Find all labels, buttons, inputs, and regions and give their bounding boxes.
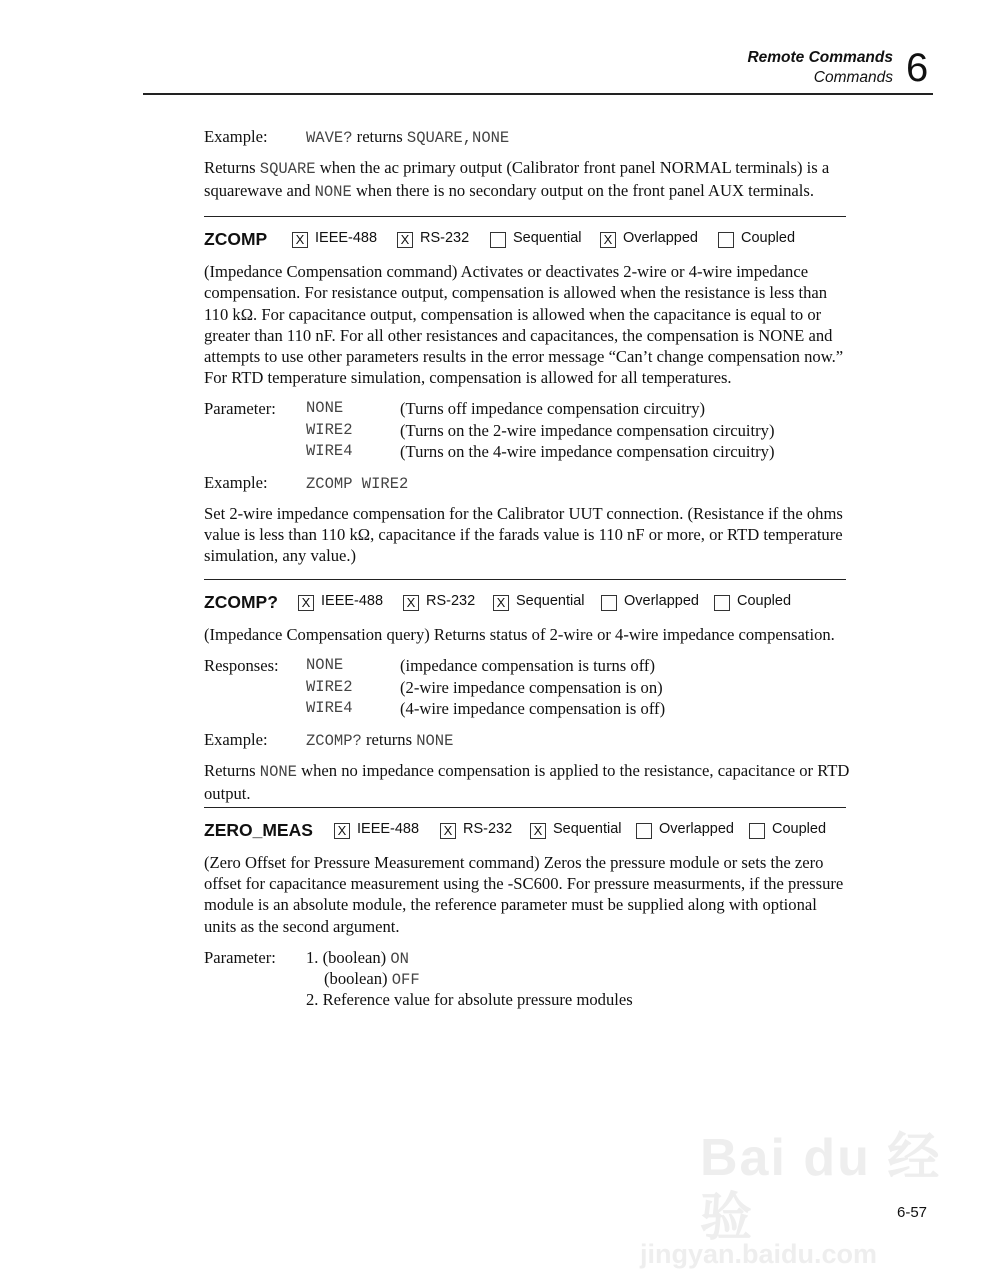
section-rule bbox=[204, 216, 846, 218]
parameter-description: (Turns on the 4-wire impedance compensation circuitry) bbox=[400, 441, 775, 461]
text-run: when there is no secondary output on the front panel AUX terminals. bbox=[351, 181, 815, 201]
checkbox-label: RS-232 bbox=[426, 593, 476, 610]
text-run: Returns bbox=[204, 761, 260, 781]
checkbox-sequential bbox=[490, 232, 506, 248]
checkbox-ieee-488: X bbox=[334, 823, 350, 839]
chapter-number: 6 bbox=[906, 46, 929, 90]
text-run: (boolean) bbox=[324, 969, 392, 989]
checkbox-label: IEEE-488 bbox=[357, 821, 420, 838]
parameter-code: WIRE2 bbox=[306, 420, 353, 439]
parameter-row bbox=[204, 420, 852, 441]
example-value bbox=[306, 126, 509, 149]
zcomp-note bbox=[204, 503, 852, 567]
text-run: (Impedance Compensation command) Activates or deactivates 2-wire or 4-wire impedance compensation. For resistance output, compensation is allowed when the resistance is less than 110 kΩ. For capacitance output, compensation is allowed when the capacitance is equal to or greater than 110 nF. For all other resistances and capacitances, the compensation is NONE and attempts to use other parameters results in the error message “Can’t change compensation now.” For RTD temperature simulation, compensation is allowed for all temperatures. bbox=[204, 262, 844, 388]
command-header-zero-meas bbox=[204, 820, 852, 842]
zcomp-query-example bbox=[204, 729, 852, 750]
checkbox-ieee-488: X bbox=[292, 232, 308, 248]
parameter-label: Parameter: bbox=[204, 399, 276, 419]
checkbox-label: Coupled bbox=[741, 230, 796, 247]
parameter-row bbox=[204, 655, 852, 676]
checkbox-overlapped bbox=[601, 595, 617, 611]
checkbox-label: Coupled bbox=[737, 593, 792, 610]
example-value bbox=[306, 472, 408, 495]
text-run: (Impedance Compensation query) Returns status of 2-wire or 4-wire impedance compensation. bbox=[204, 625, 835, 645]
parameter-line bbox=[306, 989, 633, 1010]
parameter-row bbox=[204, 947, 852, 968]
command-header-zcomp-query bbox=[204, 592, 852, 614]
running-header-section: Remote Commands bbox=[747, 49, 893, 66]
checkbox-rs-232: X bbox=[403, 595, 419, 611]
checkbox-coupled bbox=[714, 595, 730, 611]
parameter-code: WIRE4 bbox=[306, 698, 353, 717]
checkbox-label: Overlapped bbox=[623, 230, 698, 247]
code-text: SQUARE,NONE bbox=[406, 129, 510, 147]
parameter-row bbox=[204, 677, 852, 698]
checkbox-label: RS-232 bbox=[420, 230, 470, 247]
parameter-code: NONE bbox=[306, 399, 344, 418]
parameter-label: Responses: bbox=[204, 656, 279, 676]
checkbox-label: Overlapped bbox=[659, 821, 734, 838]
command-name: ZCOMP bbox=[204, 229, 268, 250]
checkbox-rs-232: X bbox=[440, 823, 456, 839]
text-run: Returns bbox=[204, 158, 260, 178]
baidu-watermark-url: jingyan.baidu.com bbox=[640, 1239, 878, 1269]
checkbox-sequential: X bbox=[530, 823, 546, 839]
code-text: ON bbox=[390, 949, 409, 968]
intro-example bbox=[204, 126, 852, 147]
header-rule bbox=[143, 93, 933, 95]
checkbox-label: IEEE-488 bbox=[315, 230, 378, 247]
code-text: NONE bbox=[416, 731, 454, 750]
parameter-row bbox=[204, 698, 852, 719]
text-run: when the ac primary output (Calibrator front panel NORMAL terminals) is a squarewave and bbox=[204, 158, 830, 201]
text-run: returns bbox=[361, 729, 417, 749]
checkbox-coupled bbox=[718, 232, 734, 248]
checkbox-coupled bbox=[749, 823, 765, 839]
zcomp-parameters bbox=[204, 398, 852, 462]
text-run: returns bbox=[352, 127, 407, 146]
parameter-description: (Turns on the 2-wire impedance compensation circuitry) bbox=[400, 420, 775, 440]
zcomp-query-responses bbox=[204, 655, 852, 719]
checkbox-sequential: X bbox=[493, 595, 509, 611]
baidu-watermark-logo: Bai du 经验 bbox=[700, 1129, 942, 1247]
parameter-row bbox=[204, 968, 852, 989]
checkbox-label: Overlapped bbox=[624, 593, 699, 610]
parameter-description: (2-wire impedance compensation is on) bbox=[400, 677, 663, 697]
parameter-code: WIRE2 bbox=[306, 677, 353, 696]
code-text: NONE bbox=[314, 183, 352, 202]
section-rule bbox=[204, 579, 846, 581]
running-header-subsection: Commands bbox=[813, 69, 893, 86]
text-run: 2. Reference value for absolute pressure modules bbox=[306, 990, 633, 1010]
code-text: WAVE? bbox=[306, 129, 353, 147]
checkbox-label: Coupled bbox=[772, 821, 827, 838]
text-run: Set 2-wire impedance compensation for the Calibrator UUT connection. (Resistance if the ohms value is less than 110 kΩ, capacitance if the farads value is 110 nF or more, or RTD temperature simulation, any value.) bbox=[204, 504, 843, 566]
checkbox-label: Sequential bbox=[513, 230, 582, 247]
zcomp-query-note bbox=[204, 760, 852, 804]
parameter-line bbox=[306, 947, 409, 970]
parameter-code: NONE bbox=[306, 656, 344, 675]
checkbox-ieee-488: X bbox=[298, 595, 314, 611]
zero-meas-description bbox=[204, 852, 852, 937]
parameter-label: Parameter: bbox=[204, 947, 276, 967]
command-name: ZCOMP? bbox=[204, 592, 278, 613]
parameter-row bbox=[204, 441, 852, 462]
code-text: ZCOMP? bbox=[306, 731, 362, 750]
text-run: when no impedance compensation is applied to the resistance, capacitance or RTD output. bbox=[204, 761, 850, 804]
intro-paragraph bbox=[204, 157, 852, 203]
zcomp-description bbox=[204, 261, 852, 388]
example-label: Example: bbox=[204, 127, 268, 146]
parameter-line bbox=[324, 968, 420, 991]
checkbox-overlapped: X bbox=[600, 232, 616, 248]
checkbox-label: IEEE-488 bbox=[321, 593, 384, 610]
zcomp-example bbox=[204, 472, 852, 493]
code-text: OFF bbox=[391, 971, 420, 990]
page-content bbox=[204, 126, 852, 1010]
code-text: NONE bbox=[259, 763, 297, 782]
text-run: (Zero Offset for Pressure Measurement command) Zeros the pressure module or sets the zero offset for capacitance measurement using the -SC600. For pressure measurments, if the pressure module is an absolute module, the reference parameter must be supplied along with optional units as the second argument. bbox=[204, 853, 844, 936]
checkbox-label: Sequential bbox=[553, 821, 622, 838]
zcomp-query-description bbox=[204, 624, 852, 645]
example-label: Example: bbox=[204, 729, 268, 749]
zero-meas-parameters bbox=[204, 947, 852, 1011]
command-name: ZERO_MEAS bbox=[204, 820, 313, 841]
command-header-zcomp bbox=[204, 229, 852, 251]
checkbox-label: Sequential bbox=[516, 593, 585, 610]
checkbox-overlapped bbox=[636, 823, 652, 839]
parameter-row bbox=[204, 398, 852, 419]
checkbox-rs-232: X bbox=[397, 232, 413, 248]
parameter-code: WIRE4 bbox=[306, 441, 353, 460]
text-run: 1. (boolean) bbox=[306, 947, 391, 967]
example-label: Example: bbox=[204, 472, 268, 492]
code-text: ZCOMP WIRE2 bbox=[306, 474, 409, 493]
example-value bbox=[306, 729, 453, 752]
parameter-description: (4-wire impedance compensation is off) bbox=[400, 698, 666, 718]
checkbox-label: RS-232 bbox=[463, 821, 513, 838]
page-number: 6-57 bbox=[897, 1204, 928, 1221]
parameter-description: (impedance compensation is turns off) bbox=[400, 656, 655, 676]
code-text: SQUARE bbox=[259, 160, 316, 179]
section-rule bbox=[204, 807, 846, 809]
parameter-description: (Turns off impedance compensation circuitry) bbox=[400, 399, 706, 419]
parameter-row bbox=[204, 989, 852, 1010]
